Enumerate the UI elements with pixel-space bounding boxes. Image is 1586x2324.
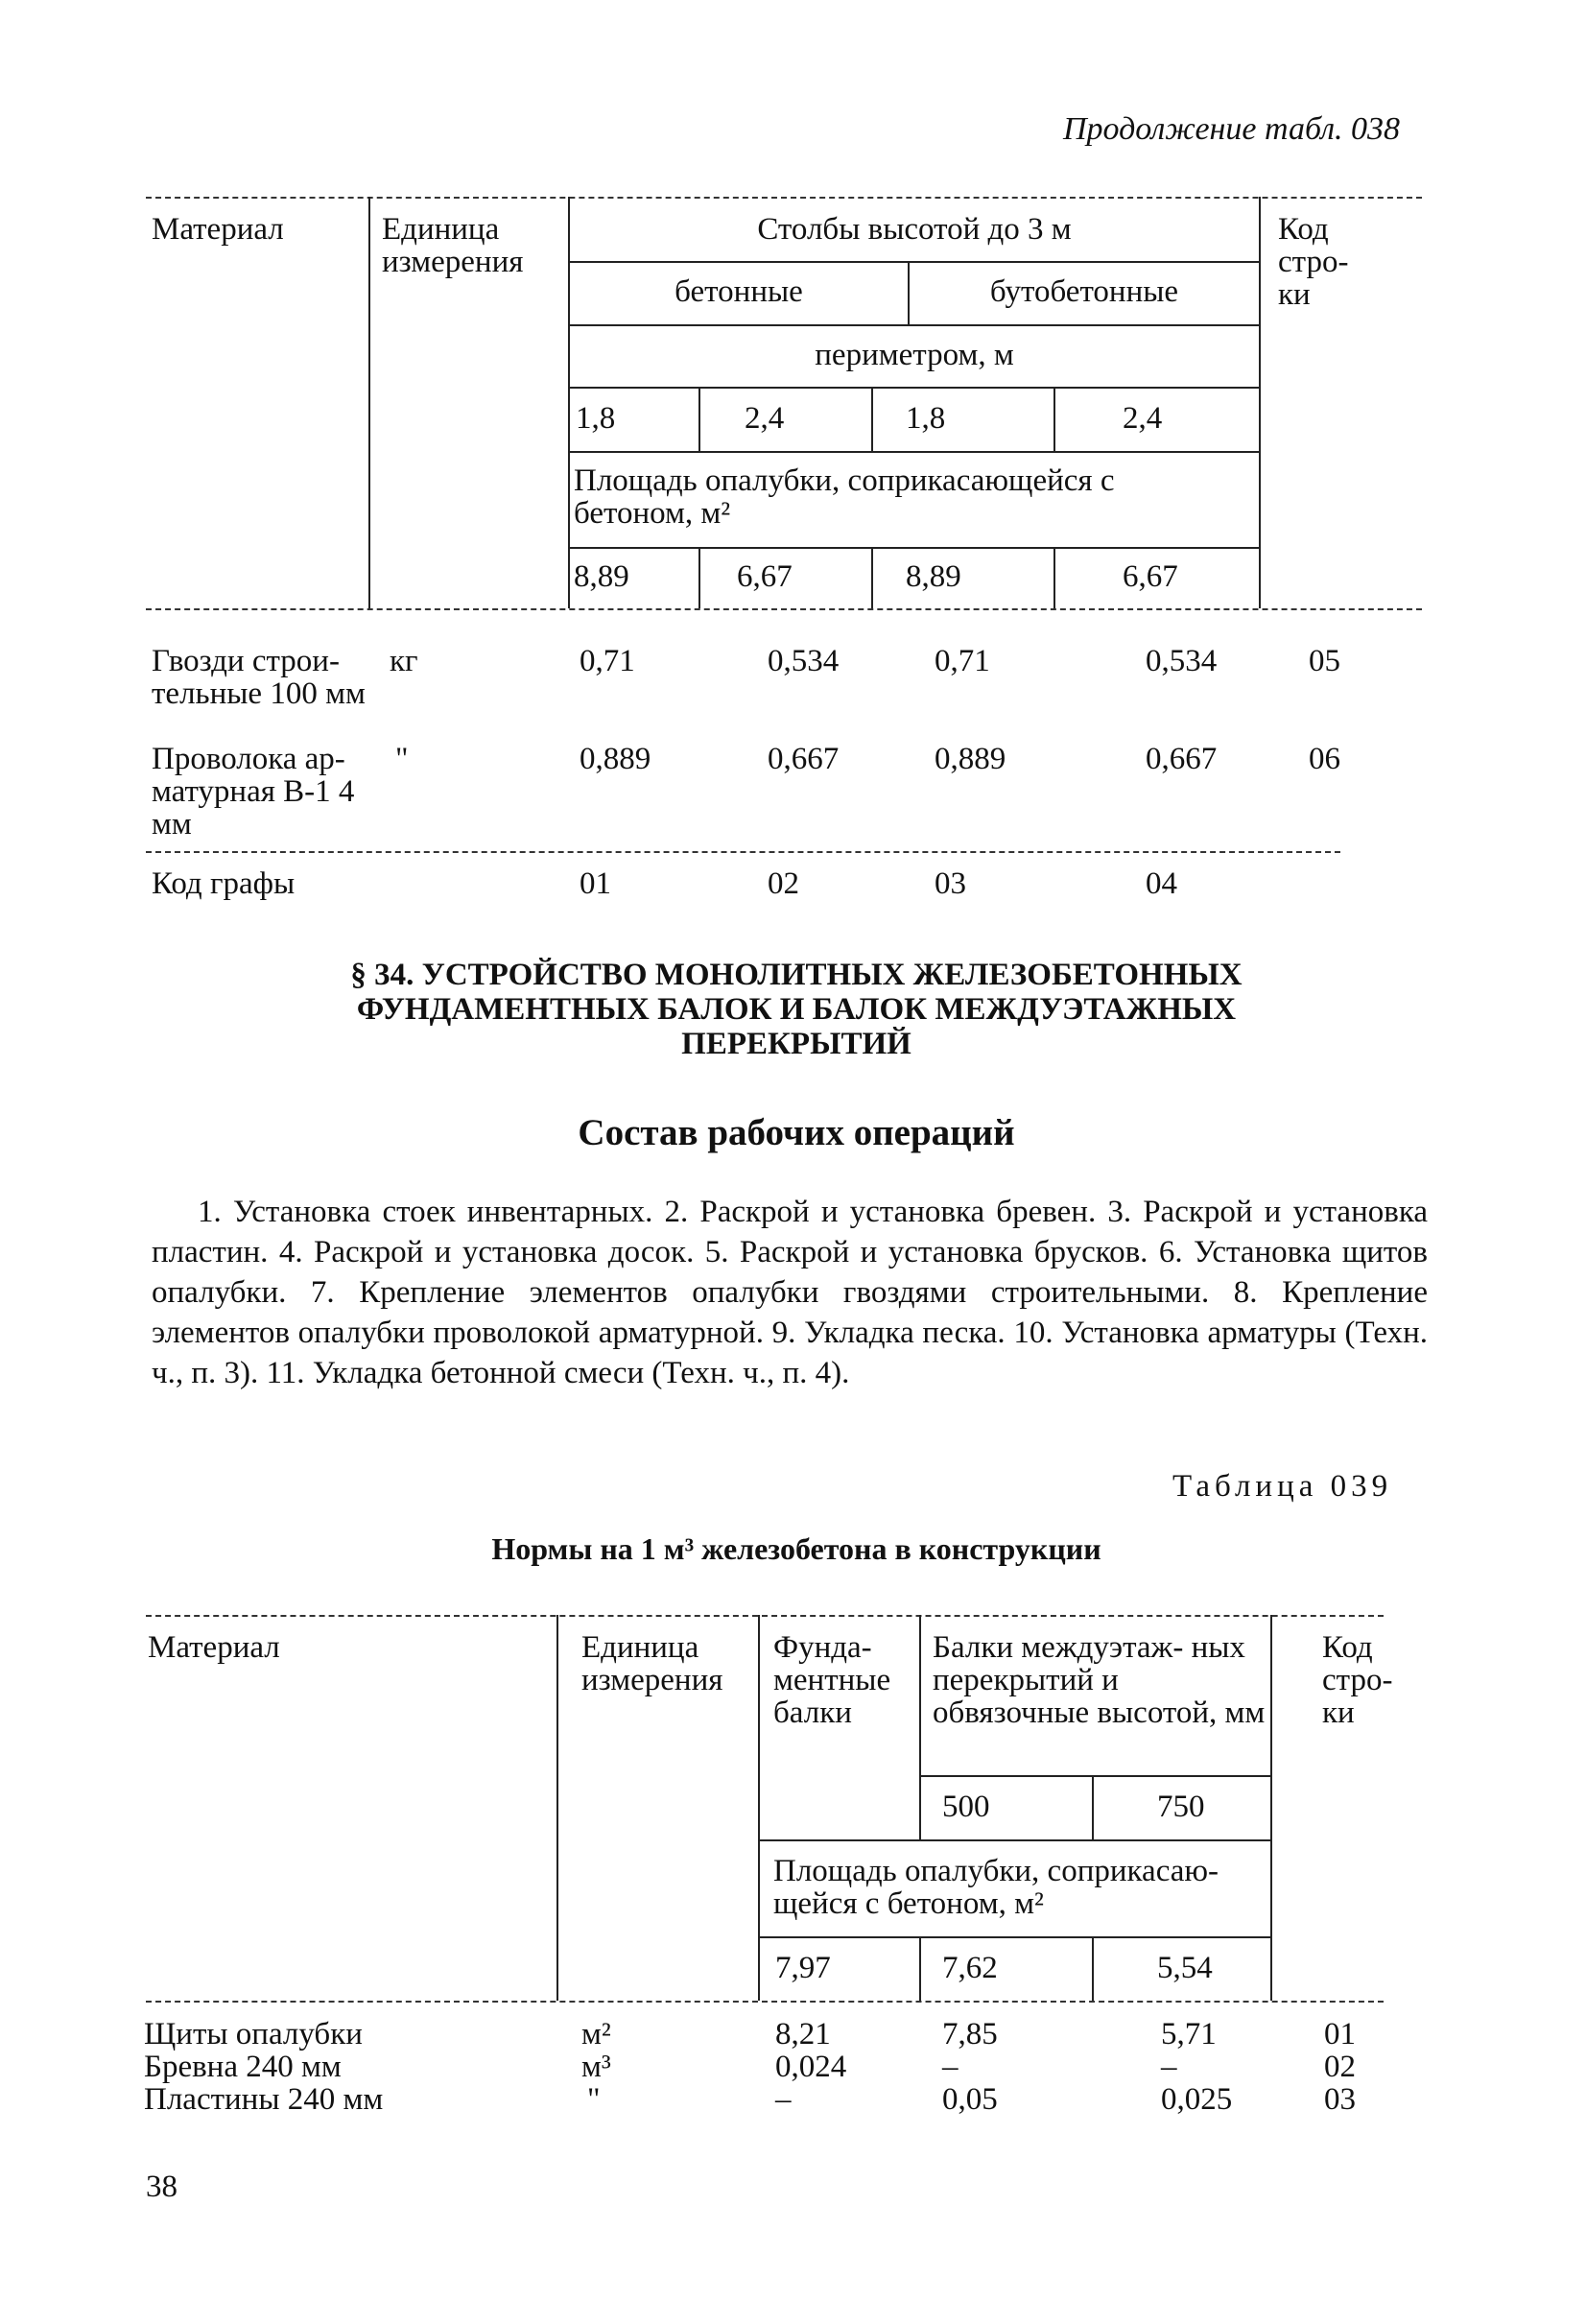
table-cell: 0,024 [775, 2050, 847, 2084]
table-cell: 0,05 [942, 2082, 998, 2117]
table-row-material: Гвозди строи- тельные 100 мм [152, 644, 366, 711]
area-label: Площадь опалубки, соприкасаю- щейся с бетоном, м² [773, 1854, 1219, 1921]
subcol-concrete: бетонные [675, 274, 803, 309]
height-value: 500 [942, 1790, 990, 1824]
table-cell: 0,534 [768, 644, 840, 678]
table-row-code: 03 [1324, 2082, 1356, 2117]
perimeter-value: 1,8 [576, 401, 616, 436]
col-code-header: Код стро- ки [1278, 212, 1349, 312]
table-row-unit: м² [581, 2017, 611, 2051]
table-cell: 8,21 [775, 2017, 831, 2051]
perimeter-value: 1,8 [906, 401, 946, 436]
table-label: Таблица 039 [1172, 1469, 1393, 1504]
col-unit-header: Единица измерения [581, 1630, 723, 1697]
table-row-code: 02 [1324, 2050, 1356, 2084]
area-value: 6,67 [737, 559, 793, 594]
table-row-unit: кг [390, 644, 418, 678]
table-cell: 0,71 [935, 644, 990, 678]
perimeter-value: 2,4 [745, 401, 785, 436]
area-value: 7,62 [942, 1951, 998, 1985]
col-material-header: Материал [148, 1630, 280, 1665]
table-cell: 0,534 [1146, 644, 1218, 678]
table-row-material: Бревна 240 мм [144, 2050, 342, 2084]
height-value: 750 [1157, 1790, 1205, 1824]
subcol-rubble-concrete: бутобетонные [989, 274, 1179, 309]
table-row-code: 06 [1309, 742, 1340, 776]
table-row-unit: " [395, 742, 409, 776]
column-code: 01 [580, 866, 611, 901]
col-beams-header: Балки междуэтаж- ных перекрытий и обвязочные высотой, мм [933, 1630, 1266, 1730]
column-codes-label: Код графы [152, 866, 296, 901]
table-row-material: Пластины 240 мм [144, 2082, 384, 2117]
table-cell: 0,025 [1161, 2082, 1233, 2117]
table-row-unit: м³ [581, 2050, 611, 2084]
area-value: 8,89 [574, 559, 629, 594]
area-value: 7,97 [775, 1951, 831, 1985]
table-row-unit: " [587, 2082, 601, 2117]
operations-text: 1. Установка стоек инвентарных. 2. Раскрой и установка бревен. 3. Раскрой и установка пластин. 4. Раскрой и установка досок. 5. Раскрой и установка брусков. 6. Установка щитов опалубки. 7. Крепление элементов опалубки гвоздями строительными. 8. Крепление элементов опалубки проволокой арматурной. 9. Укладка песка. 10. Установка арматуры (Техн. ч., п. 3). 11. Укладка бетонной смеси (Техн. ч., п. 4). [152, 1195, 1428, 1390]
col-material-header: Материал [152, 212, 284, 247]
table-cell: – [1161, 2050, 1177, 2084]
col-code-header: Код стро- ки [1322, 1630, 1393, 1730]
table-cell: 0,889 [580, 742, 651, 776]
operations-paragraph [152, 1192, 1428, 1393]
section-title: § 34. УСТРОЙСТВО МОНОЛИТНЫХ ЖЕЛЕЗОБЕТОННЫХ ФУНДАМЕНТНЫХ БАЛОК И БАЛОК МЕЖДУЭТАЖНЫХ ПЕРЕКРЫТИЙ [350, 958, 1243, 1061]
area-value: 6,67 [1123, 559, 1178, 594]
section-subtitle: Состав рабочих операций [578, 1112, 1015, 1153]
area-value: 8,89 [906, 559, 961, 594]
continuation-note: Продолжение табл. 038 [1063, 111, 1401, 147]
table-cell: – [775, 2082, 792, 2117]
perimeter-value: 2,4 [1123, 401, 1163, 436]
page-number: 38 [146, 2170, 178, 2204]
perimeter-label: периметром, м [815, 338, 1014, 372]
table-row-material: Проволока ар- матурная В-1 4 мм [152, 742, 355, 842]
column-code: 02 [768, 866, 799, 901]
area-label: Площадь опалубки, соприкасающейся с бетоном, м² [574, 463, 1115, 531]
table-cell: – [942, 2050, 959, 2084]
table-row-code: 01 [1324, 2017, 1356, 2051]
table-cell: 0,889 [935, 742, 1006, 776]
table-cell: 5,71 [1161, 2017, 1217, 2051]
col-unit-header: Единица измерения [382, 212, 524, 279]
col-group-header: Столбы высотой до 3 м [757, 212, 1072, 247]
column-code: 04 [1146, 866, 1177, 901]
table-cell: 0,71 [580, 644, 635, 678]
table-row-code: 05 [1309, 644, 1340, 678]
table-cell: 0,667 [768, 742, 840, 776]
column-code: 03 [935, 866, 966, 901]
table-caption: Нормы на 1 м³ железобетона в конструкции [491, 1531, 1101, 1566]
area-value: 5,54 [1157, 1951, 1213, 1985]
table-cell: 7,85 [942, 2017, 998, 2051]
table-row-material: Щиты опалубки [144, 2017, 363, 2051]
table-cell: 0,667 [1146, 742, 1218, 776]
col-foundation-header: Фунда- ментные балки [773, 1630, 891, 1730]
